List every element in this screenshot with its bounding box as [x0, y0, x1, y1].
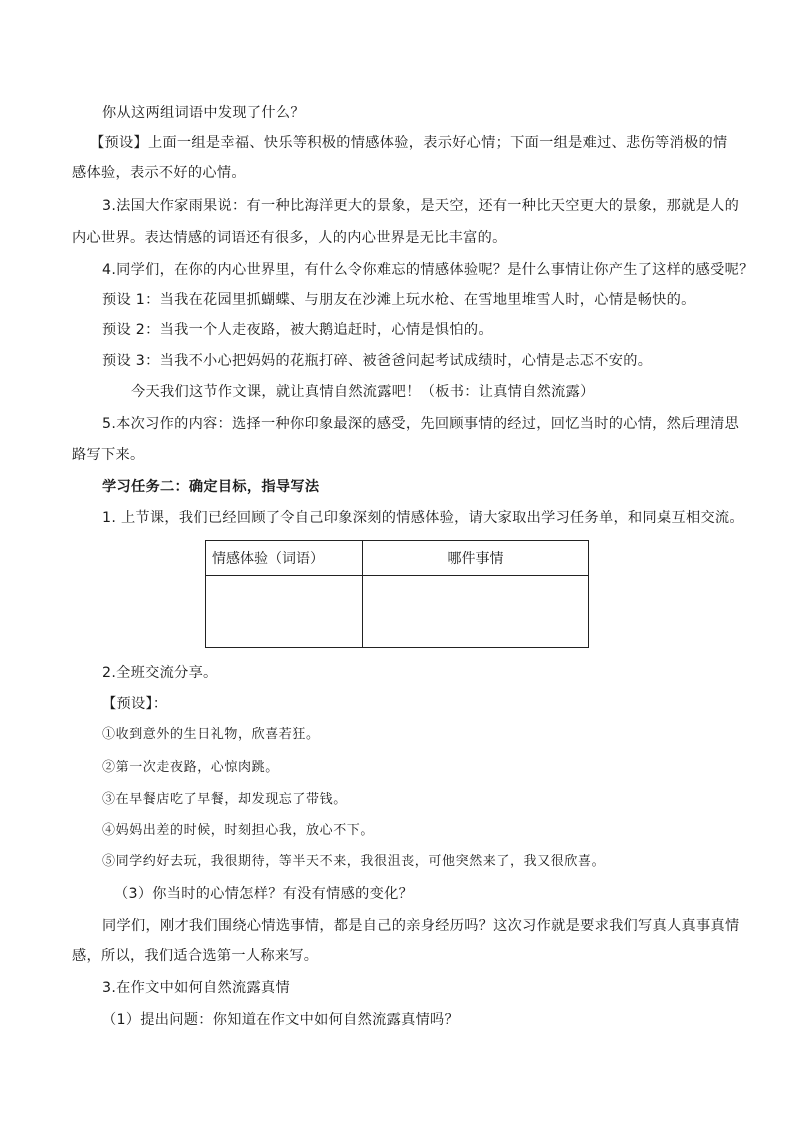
hugo-quote-line-2: 内心世界。表达情感的词语还有很多，人的内心世界是无比丰富的。: [72, 230, 507, 246]
sample-4: ④妈妈出差的时候，时刻担心我，放心不下。: [102, 823, 375, 838]
question-line: 你从这两组词语中发现了什么？: [102, 105, 305, 121]
first-person-line-1: 同学们，刚才我们围绕心情选事情，都是自己的亲身经历吗？这次习作就是要求我们写真人真事真情: [102, 918, 740, 934]
table-header-event: 哪件事情: [363, 541, 589, 576]
section-heading: 学习任务二：确定目标，指导写法: [102, 479, 320, 495]
table-header-emotion: 情感体验（词语）: [206, 541, 363, 576]
preset-2-line: 预设 2：当我一个人走夜路，被大鹅追赶时，心情是惧怕的。: [102, 322, 493, 338]
content-line-2: 路写下来。: [72, 447, 145, 463]
preset-paragraph-line-2: 感体验，表示不好的心情。: [72, 165, 246, 181]
question-4-line: 4.同学们，在你的内心世界里，有什么令你难忘的情感体验呢？是什么事情让你产生了这样的感受呢？: [102, 262, 754, 278]
share-line: 2.全班交流分享。: [102, 665, 218, 681]
table-header-row: [206, 541, 589, 576]
table-cell-event: [363, 576, 589, 648]
first-person-line-2: 感，所以，我们适合选第一人称来写。: [72, 948, 319, 964]
today-class-line: 今天我们这节作文课，就让真情自然流露吧！（板书：让真情自然流露）: [131, 384, 595, 400]
sample-2: ②第一次走夜路，心惊肉跳。: [102, 760, 279, 775]
raise-question-line: （1）提出问题：你知道在作文中如何自然流露真情吗？: [102, 1012, 460, 1028]
sample-5: ⑤同学约好去玩，我很期待，等半天不来，我很沮丧，可他突然来了，我又很欣喜。: [102, 854, 606, 869]
table-cell-emotion: [206, 576, 363, 648]
exchange-instruction-line: 1. 上节课，我们已经回顾了令自己印象深刻的情感体验，请大家取出学习任务单，和同桌互相交流。: [102, 510, 744, 526]
sample-3: ③在早餐店吃了早餐，却发现忘了带钱。: [102, 792, 347, 807]
task-sheet-table: [205, 540, 589, 648]
content-line-1: 5.本次习作的内容：选择一种你印象最深的感受，先回顾事情的经过，回忆当时的心情，然后理清思: [102, 416, 740, 432]
preset-label: 【预设】：: [102, 696, 168, 712]
question-3-line: （3）你当时的心情怎样？有没有情感的变化？: [114, 886, 414, 902]
preset-1-line: 预设 1：当我在花园里抓蝴蝶、与朋友在沙滩上玩水枪、在雪地里堆雪人时，心情是畅快的。: [102, 292, 696, 308]
preset-3-line: 预设 3：当我不小心把妈妈的花瓶打碎、被爸爸问起考试成绩时，心情是忐忑不安的。: [102, 353, 653, 369]
sample-1: ①收到意外的生日礼物，欣喜若狂。: [102, 727, 320, 742]
table-row: [206, 576, 589, 648]
preset-paragraph-line-1: 【预设】上面一组是幸福、快乐等积极的情感体验，表示好心情；下面一组是难过、悲伤等消极的情: [90, 135, 728, 151]
method-heading-line: 3.在作文中如何自然流露真情: [102, 980, 290, 996]
hugo-quote-line-1: 3.法国大作家雨果说：有一种比海洋更大的景象，是天空，还有一种比天空更大的景象，那就是人的: [102, 198, 740, 214]
